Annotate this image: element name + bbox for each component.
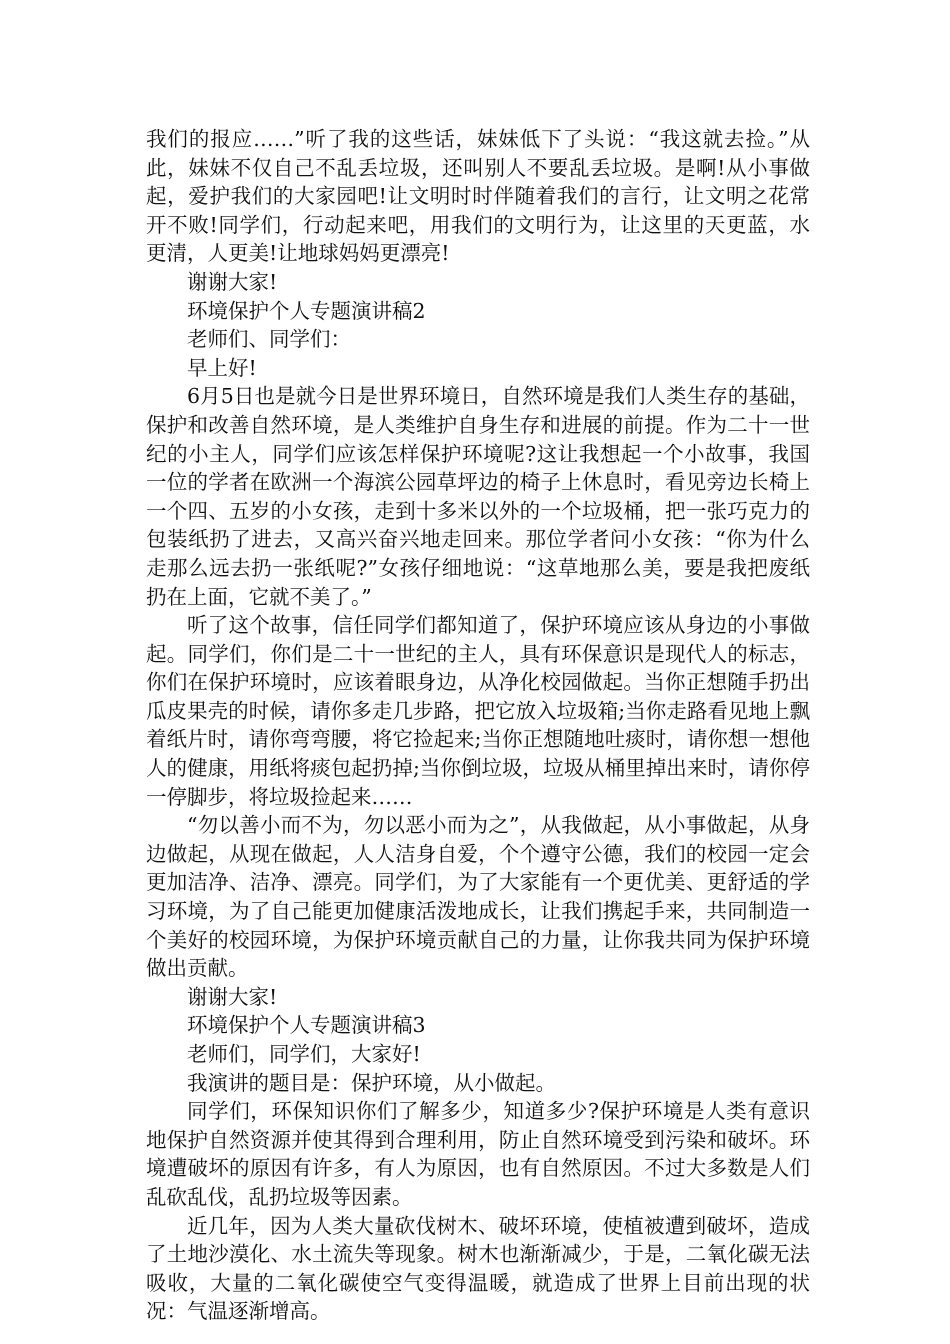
paragraph-body: 近几年，因为人类大量砍伐树木、破坏环境，使植被遭到破坏，造成了土地沙漠化、水土流失等现象。树木也渐渐减少，于是，二氧化碳无法吸收，大量的二氧化碳使空气变得温暖，就造成了世界上目前出现的状况：气温逐渐增高。	[146, 1213, 810, 1324]
paragraph-salutation: 老师们、同学们：	[187, 327, 351, 352]
paragraph-topic: 我演讲的题目是：保护环境，从小做起。	[187, 1070, 556, 1095]
paragraph-greeting: 早上好!	[187, 355, 257, 380]
paragraph-body: “勿以善小而不为，勿以恶小而为之”，从我做起，从小事做起，从身边做起，从现在做起，人人洁身自爱，个个遵守公德，我们的校园一定会更加洁净、洁净、漂亮。同学们，为了大家能有一个更优美、更舒适的学习环境，为了自己能更加健康活泼地成长，让我们携起手来，共同制造一个美好的校园环境，为保护环境贡献自己的力量，让你我共同为保护环境做出贡献。	[146, 813, 810, 981]
paragraph-body: 6月5日也是就今日是世界环境日，自然环境是我们人类生存的基础，保护和改善自然环境，是人类维护自身生存和进展的前提。作为二十一世纪的小主人，同学们应该怎样保护环境呢?这让我想起一个小故事，我国一位的学者在欧洲一个海滨公园草坪边的椅子上休息时，看见旁边长椅上一个四、五岁的小女孩，走到十多米以外的一个垃圾桶，把一张巧克力的包装纸扔了进去，又高兴奋兴地走回来。那位学者问小女孩：“你为什么走那么远去扔一张纸呢?”女孩仔细地说：“这草地那么美，要是我把废纸扔在上面，它就不美了。”	[146, 384, 810, 609]
paragraph-body: 同学们，环保知识你们了解多少，知道多少?保护环境是人类有意识地保护自然资源并使其得到合理利用，防止自然环境受到污染和破坏。环境遭破坏的原因有许多，有人为原因，也有自然原因。不过大多数是人们乱砍乱伐，乱扔垃圾等因素。	[146, 1099, 810, 1209]
paragraph-body: 听了这个故事，信任同学们都知道了，保护环境应该从身边的小事做起。同学们，你们是二十一世纪的主人，具有环保意识是现代人的标志，你们在保护环境时，应该着眼身边，从净化校园做起。当你正想随手扔出瓜皮果壳的时候，请你多走几步路，把它放入垃圾箱;当你走路看见地上飘着纸片时，请你弯弯腰，将它捡起来;当你正想随地吐痰时，请你想一想他人的健康，用纸将痰包起扔掉;当你倒垃圾，垃圾从桶里掉出来时，请你停一停脚步，将垃圾捡起来……	[146, 613, 810, 809]
speech-title-3: 环境保护个人专题演讲稿3	[187, 1013, 426, 1038]
paragraph-thanks: 谢谢大家!	[187, 269, 278, 294]
speech-title-2: 环境保护个人专题演讲稿2	[187, 298, 426, 323]
paragraph-thanks: 谢谢大家!	[187, 984, 278, 1009]
paragraph-salutation: 老师们，同学们，大家好!	[187, 1042, 421, 1066]
document-page	[146, 125, 810, 1326]
paragraph-continuation: 我们的报应……”听了我的这些话，妹妹低下了头说：“我这就去捡。”从此，妹妹不仅自己不乱丢垃圾，还叫别人不要乱丢垃圾。是啊!从小事做起，爱护我们的大家园吧!让文明时时伴随着我们的言行，让文明之花常开不败!同学们，行动起来吧，用我们的文明行为，让这里的天更蓝，水更清，人更美!让地球妈妈更漂亮!	[146, 127, 810, 266]
